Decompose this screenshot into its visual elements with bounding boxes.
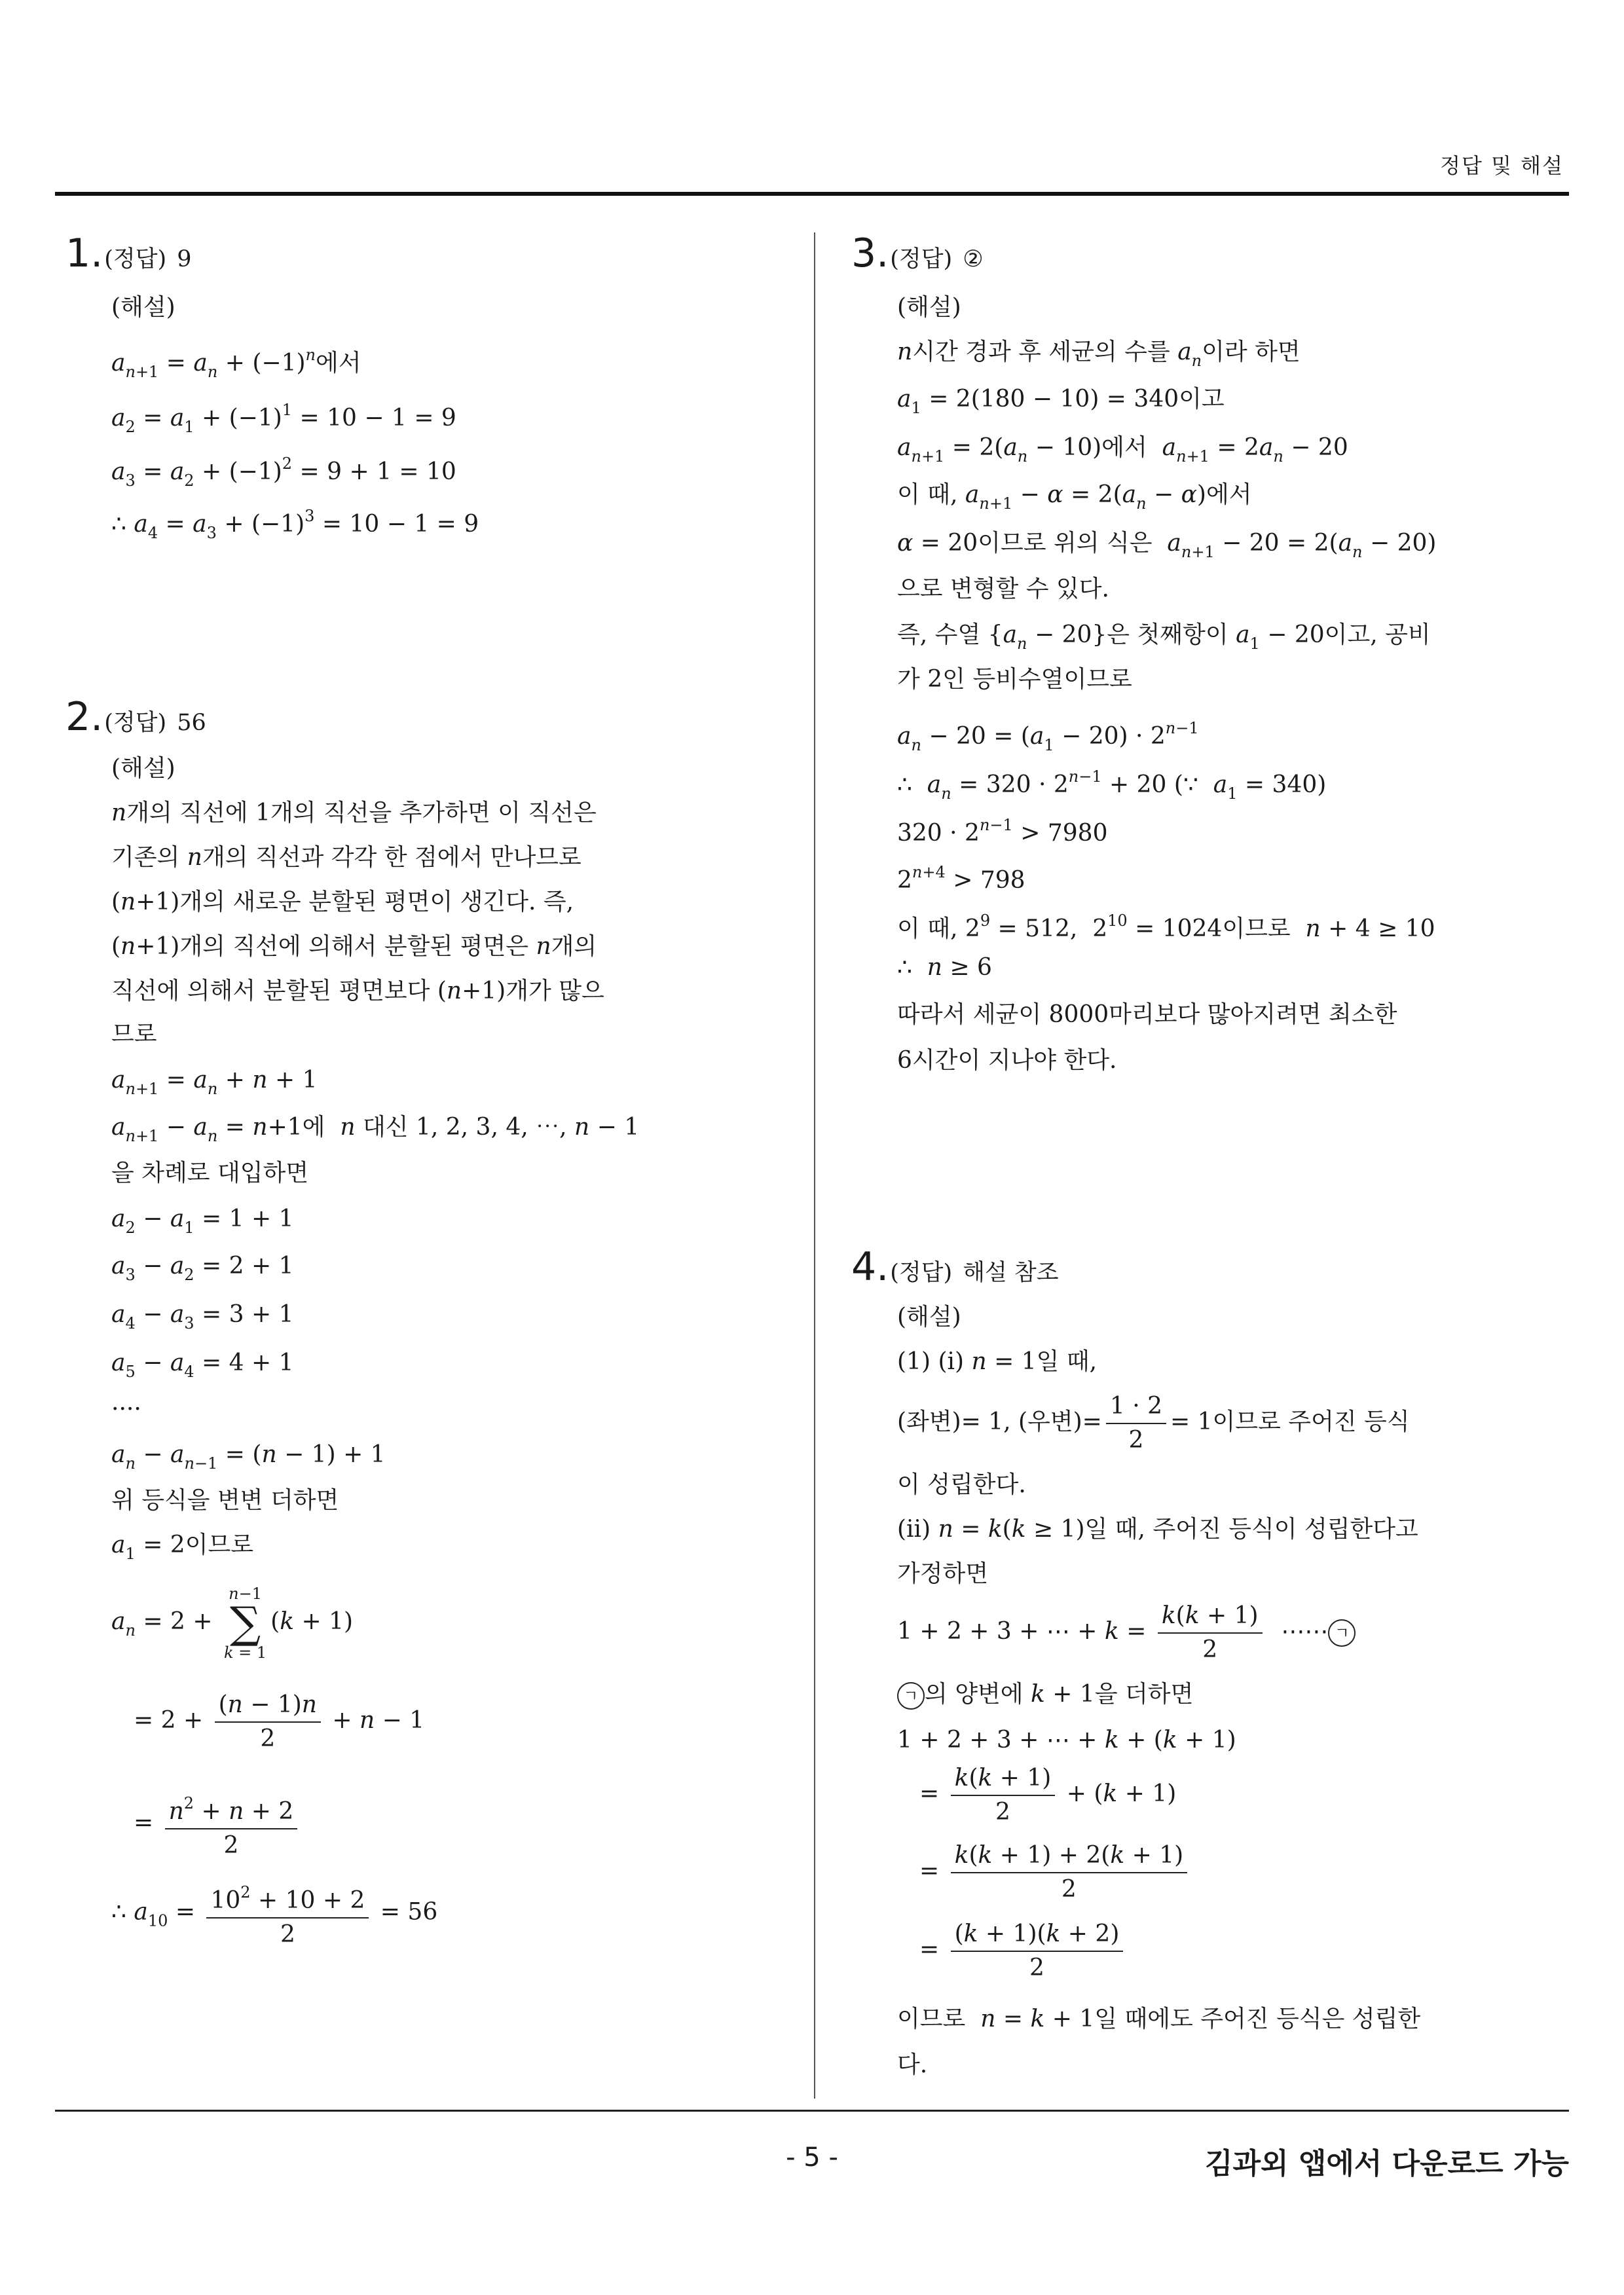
math-line: $a_4 - a_3 = 3 + 1$	[111, 1301, 294, 1332]
text-line: n개의 직선에 1개의 직선을 추가하면 이 직선은	[111, 799, 597, 826]
text-line: 므로	[111, 1021, 157, 1048]
text-line: 직선에 의해서 분할된 평면보다 (n+1)개가 많으	[111, 978, 604, 1004]
header-rule	[55, 192, 1569, 196]
problem-number: 1.	[65, 230, 103, 276]
math-line: α = 20이므로 위의 식은 $a_{n+1} - 20 = 2(a_n - 20)$	[897, 530, 1437, 561]
explanation-tag: (해설)	[897, 1304, 961, 1331]
ellipsis: ....	[111, 1389, 141, 1416]
math-line: $a_5 - a_4 = 4 + 1$	[111, 1349, 294, 1381]
math-line: = $\frac{(k + 1)(k + 2)}{2}$	[919, 1920, 1127, 1983]
math-line: $2^{n+4} > 798$	[897, 863, 1025, 894]
text-line: 을 차례로 대입하면	[111, 1160, 309, 1186]
math-line: ∴ $a_4 = a_3 + (-1)^3 = 10 - 1 = 9$	[111, 507, 479, 542]
explanation-tag: (해설)	[111, 755, 175, 782]
math-line: (1) (i) n = 1일 때,	[897, 1348, 1098, 1375]
math-line: $a_1 = 2(180 - 10) = 340$이고	[897, 386, 1225, 417]
explanation-tag: (해설)	[897, 294, 961, 321]
math-line: ∴ $a_n = 320 \cdot 2^{n-1} + 20$ (∵ $a_1 = 340$)	[897, 767, 1327, 803]
circled-label-icon: ㄱ	[1328, 1619, 1356, 1647]
math-line: $a_n = 2$ + n−1 ∑ k = 1 (k + 1)	[111, 1585, 354, 1662]
math-line: $320 \cdot 2^{n-1} > 7980$	[897, 816, 1108, 847]
footer-rule	[55, 2110, 1569, 2112]
header-title: 정답 및 해설	[1440, 153, 1564, 178]
math-line: = $\frac{k(k + 1)}{2}$ + (k + 1)	[919, 1765, 1177, 1826]
math-line: ㄱ 의 양변에 k + 1을 더하면	[897, 1680, 1193, 1710]
text-line: 위 등식을 변변 더하면	[111, 1487, 339, 1514]
problem-number: 4.	[851, 1244, 889, 1290]
math-line: = 2 + $\frac{(n - 1)n}{2}$ + n − 1	[134, 1691, 425, 1752]
math-line: ∴ n ≥ 6	[897, 954, 992, 981]
math-line: (ii) n = k(k ≥ 1)일 때, 주어진 등식이 성립한다고	[897, 1516, 1418, 1543]
math-line: $a_2 = a_1 + (-1)^1 = 10 - 1 = 9$	[111, 401, 456, 436]
answer-value: 56	[177, 710, 206, 736]
math-line: $a_2 - a_1 = 1 + 1$	[111, 1205, 294, 1237]
answer-tag: (정답)	[104, 710, 167, 736]
math-line: $a_{n+1} - a_n = n+1$에 n 대신 1, 2, 3, 4, ⋯, n − 1	[111, 1114, 640, 1145]
text-line: 따라서 세균이 8000마리보다 많아지려면 최소한	[897, 1001, 1397, 1028]
column-divider	[814, 232, 815, 2099]
math-line: $a_3 - a_2 = 2 + 1$	[111, 1253, 294, 1284]
problem-number: 3.	[851, 230, 889, 276]
problem-header	[65, 230, 191, 276]
text-line: (n+1)개의 새로운 분할된 평면이 생긴다. 즉,	[111, 889, 574, 915]
math-line: = $\frac{n^2 + n + 2}{2}$	[134, 1789, 301, 1860]
math-line: 이므로 n = k + 1일 때에도 주어진 등식은 성립한	[897, 2006, 1421, 2032]
math-line: 1 + 2 + 3 + ⋯ + k = $\frac{k(k + 1)}{2}$ ⋯⋯ ㄱ	[897, 1602, 1356, 1664]
answer-tag: (정답)	[104, 246, 167, 272]
math-line: $a_{n+1} = 2(a_n - 10)$에서 $a_{n+1} = 2a_n - 20$	[897, 434, 1348, 466]
text-line: n시간 경과 후 세균의 수를 $a_n$이라 하면	[897, 339, 1301, 370]
text-line: 가 2인 등비수열이므로	[897, 666, 1132, 693]
answer-tag: (정답)	[890, 1260, 953, 1286]
footer-credit: 김과외 앱에서 다운로드 가능	[1204, 2147, 1569, 2180]
text-line: 가정하면	[897, 1560, 989, 1587]
math-line: 1 + 2 + 3 + ⋯ + k + (k + 1)	[897, 1727, 1236, 1753]
math-line: = $\frac{k(k + 1) + 2(k + 1)}{2}$	[919, 1841, 1191, 1904]
text-line: 기존의 n개의 직선과 각각 한 점에서 만나므로	[111, 844, 581, 871]
math-line: $a_n - a_{n-1} = (n - 1) + 1$	[111, 1441, 386, 1473]
answer-value: 해설 참조	[963, 1260, 1059, 1286]
math-line: $a_3 = a_2 + (-1)^2 = 9 + 1 = 10$	[111, 454, 456, 490]
text-line: (n+1)개의 직선에 의해서 분할된 평면은 n개의	[111, 933, 597, 960]
problem-number: 2.	[65, 694, 103, 740]
math-line: (좌변)= 1, (우변)= $\frac{1 \cdot 2}{2}$ = 1이므로 주어진 등식	[897, 1393, 1410, 1454]
text-line: 이 성립한다.	[897, 1471, 1026, 1498]
math-line: 이 때, $2^9 = 512$, $2^{10} = 1024$이므로 n + 4 ≥ 10	[897, 911, 1435, 942]
explanation-tag: (해설)	[111, 294, 175, 321]
text-line: 으로 변형할 수 있다.	[897, 576, 1109, 602]
circled-label-icon: ㄱ	[897, 1682, 925, 1710]
problem-header	[65, 694, 206, 740]
answer-value: 9	[177, 246, 192, 272]
math-line: $a_n - 20 = (a_1 - 20) \cdot 2^{n-1}$	[897, 719, 1199, 754]
text-line: 다.	[897, 2051, 928, 2078]
problem-header	[851, 1244, 1059, 1290]
math-line: $a_{n+1} = a_n + (-1)^n$에서	[111, 346, 361, 381]
math-line: 이 때, $a_{n+1} - \alpha = 2(a_n - \alpha)$에서	[897, 481, 1252, 513]
page-number: - 5 -	[786, 2142, 838, 2173]
answer-tag: (정답)	[890, 246, 953, 272]
problem-header	[851, 230, 984, 276]
math-line: $a_1 = 2$이므로	[111, 1532, 254, 1563]
math-line: $a_{n+1} = a_n + n + 1$	[111, 1067, 318, 1098]
text-line: 6시간이 지나야 한다.	[897, 1047, 1117, 1074]
math-line: 즉, 수열 $\{a_n - 20\}$은 첫째항이 $a_1 - 20$이고, 공비	[897, 621, 1431, 653]
math-line: ∴ $a_{10}$ = $\frac{10^2 + 10 + 2}{2}$ = 56	[111, 1878, 437, 1949]
answer-value: ②	[963, 246, 984, 272]
